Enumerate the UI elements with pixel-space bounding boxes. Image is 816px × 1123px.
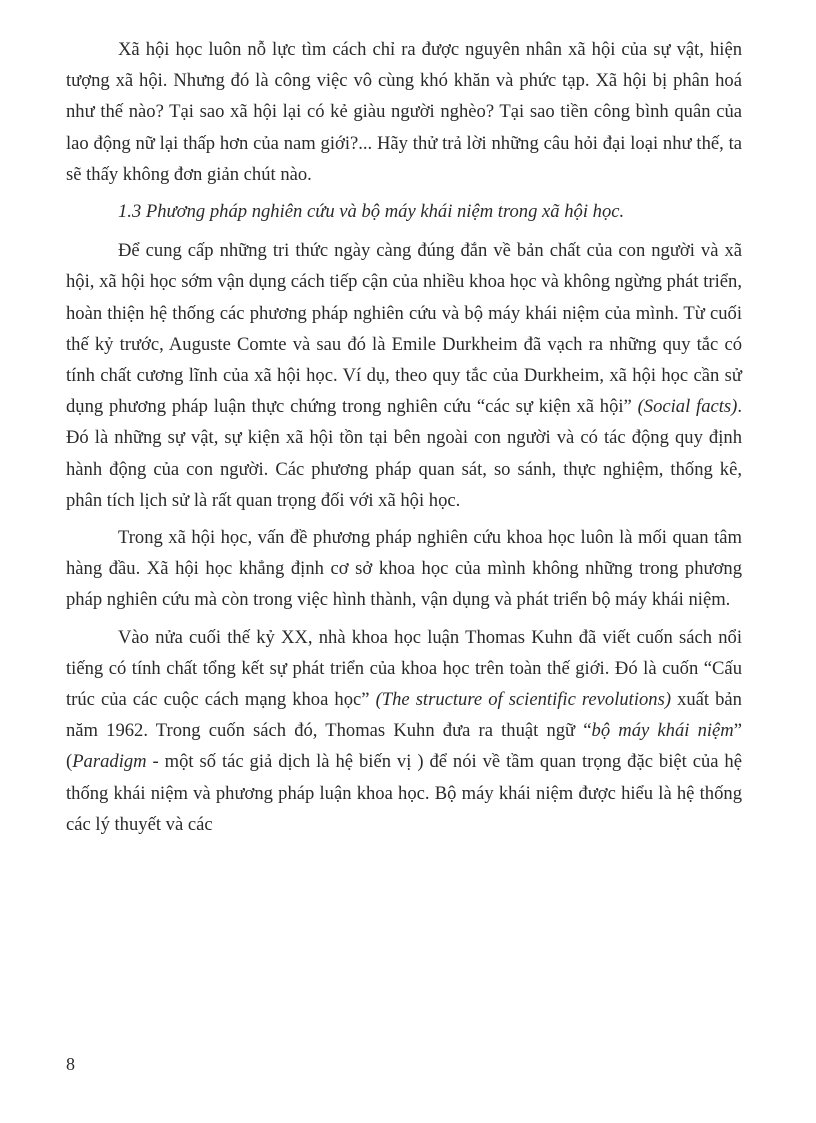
paragraph-kuhn-a: Vào nửa cuối thế kỷ XX, nhà khoa học luận Thomas Kuhn đã viết cuốn sách nổi tiếng có tính chất tổng kết sự phát triển của khoa học trên toàn thế giới. Đó là cuốn “Cấu trúc của các cuộc cách mạng khoa học”	[66, 626, 742, 711]
social-facts-term: (Social facts)	[637, 396, 738, 418]
paragraph-methods	[66, 235, 742, 516]
paragraph-research-methods-text: Trong xã hội học, vấn đề phương pháp nghiên cứu khoa học luôn là mối quan tâm hàng đầu. Xã hội học khẳng định cơ sở khoa học của mình không những trong phương pháp nghiên cứu mà còn trong việc hình thành, vận dụng và phát triển bộ máy khái niệm.	[66, 527, 742, 611]
paragraph-intro	[66, 34, 742, 190]
term-paradigm: Paradigm	[72, 751, 147, 773]
paragraph-intro-text: Xã hội học luôn nỗ lực tìm cách chỉ ra được nguyên nhân xã hội của sự vật, hiện tượng xã hội. Nhưng đó là công việc vô cùng khó khăn và phức tạp. Xã hội bị phân hoá như thế nào? Tại sao xã hội lại có kẻ giàu người nghèo? Tại sao tiền công bình quân của lao động nữ lại thấp hơn của nam giới?... Hãy thử trả lời những câu hỏi đại loại như thế, ta sẽ thấy không đơn giản chút nào.	[66, 39, 742, 185]
paragraph-research-methods	[66, 522, 742, 616]
paragraph-methods-end: . Đó là những sự vật, sự kiện xã hội tồn tại bên ngoài con người và có tác động quy định hành động của con người. Các phương pháp quan sát, so sánh, thực nghiệm, thống kê, phân tích lịch sử là rất quan trọng đối với xã hội học.	[66, 396, 742, 511]
section-heading	[66, 196, 742, 227]
body-text	[66, 34, 742, 840]
paragraph-kuhn-d: - một số tác giả dịch là hệ biến vị ) để nói về tầm quan trọng đặc biệt của hệ thống khái niệm và phương pháp luận khoa học. Bộ máy khái niệm được hiểu là hệ thống các lý thuyết và các	[66, 751, 742, 835]
paragraph-kuhn-b: xuất bản năm 1962. Trong cuốn sách đó, Thomas Kuhn đưa ra thuật ngữ “	[66, 689, 742, 742]
paragraph-methods-text: Để cung cấp những tri thức ngày càng đúng đắn về bản chất của con người và xã hội, xã hội học sớm vận dụng cách tiếp cận của nhiều khoa học và không ngừng phát triển, hoàn thiện hệ thống các phương pháp nghiên cứu và bộ máy khái niệm của mình. Từ cuối thế kỷ trước, Auguste Comte và sau đó là Emile Durkheim đã vạch ra những quy tắc có tính chất cương lĩnh của xã hội học. Ví dụ, theo quy tắc của Durkheim, xã hội học cần sử dụng phương pháp luận thực chứng trong nghiên cứu “các sự kiện xã hội”	[66, 240, 742, 418]
paragraph-kuhn	[66, 622, 742, 840]
paragraph-kuhn-c: ” (	[66, 720, 742, 773]
page-number: 8	[66, 1054, 75, 1074]
section-heading-text: 1.3 Phương pháp nghiên cứu và bộ máy khái niệm trong xã hội học.	[118, 201, 625, 223]
term-bo-may-khai-niem: bộ máy khái niệm	[591, 720, 734, 742]
book-title-english: (The structure of scientific revolutions)	[375, 689, 672, 711]
